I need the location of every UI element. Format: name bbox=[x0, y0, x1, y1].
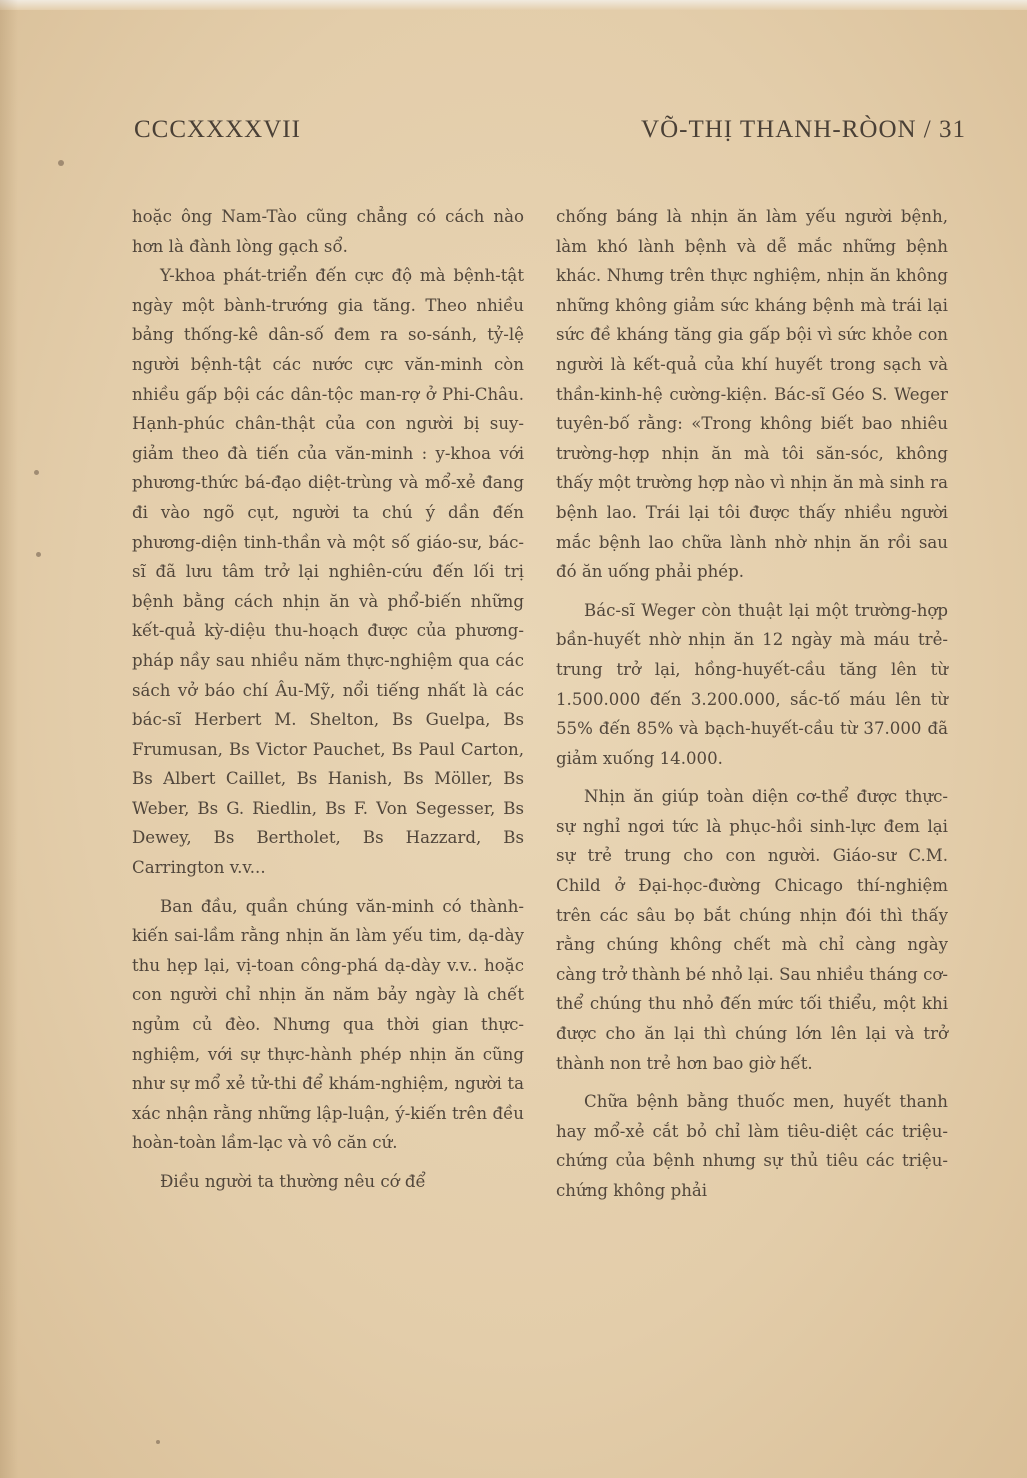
page-speck bbox=[156, 1440, 160, 1444]
page-binding-shadow bbox=[0, 0, 18, 1478]
paragraph: Chữa bệnh bằng thuốc men, huyết thanh hay mổ-xẻ cắt bỏ chỉ làm tiêu-diệt các triệu-chứng của bệnh nhưng sự thủ tiêu các triệu-chứng không phải bbox=[556, 1092, 948, 1200]
paragraph: Điều người ta thường nêu cớ để bbox=[160, 1172, 426, 1191]
page-top-edge bbox=[0, 0, 1027, 10]
page-folio: VÕ-THỊ THANH-RÒON / 31 bbox=[641, 116, 966, 143]
paragraph: Bác-sĩ Weger còn thuật lại một trường-hợp bần-huyết nhờ nhịn ăn 12 ngày mà máu trẻ-trung trở lại, hồng-huyết-cầu tăng lên từ 1.500.000 đến 3.200.000, sắc-tố máu lên từ 55% đến 85% và bạch-huyết-cầu từ 37.000 đã giảm xuống 14.000. bbox=[556, 600, 948, 768]
right-column bbox=[556, 202, 948, 1206]
page-speck bbox=[36, 552, 41, 557]
running-head: CCCXXXXVII bbox=[134, 116, 301, 143]
paragraph: Y-khoa phát-triển đến cực độ mà bệnh-tật ngày một bành-trướng gia tăng. Theo nhiều bảng thống-kê dân-số đem ra so-sánh, tỷ-lệ người bệnh-tật các nước cực văn-minh còn nhiều gấp bội các dân-tộc man-rợ ở Phi-Châu. Hạnh-phúc chân-thật của con người bị suy-giảm theo đà tiến của văn-minh : y-khoa với phương-thức bá-đạo diệt-trùng và mổ-xẻ đang đi vào ngõ cụt, người ta chú ý dần đến phương-diện tinh-thần và một số giáo-sư, bác-sĩ đã lưu tâm trở lại nghiên-cứu đến lối trị bệnh bằng cách nhịn ăn và phổ-biến những kết-quả kỳ-diệu thu-hoạch được của phương-pháp nầy sau nhiều năm thực-nghiệm qua các sách vở báo chí Âu-Mỹ, nổi tiếng nhất là các bác-sĩ Herbert M. Shelton, Bs Guelpa, Bs Frumusan, Bs Victor Pauchet, Bs Paul Carton, Bs Albert Caillet, Bs Hanish, Bs Möller, Bs Weber, Bs G. Riedlin, Bs F. Von Segesser, Bs Dewey, Bs Bertholet, Bs Hazzard, Bs Carrington v.v... bbox=[132, 266, 524, 878]
paragraph: chống báng là nhịn ăn làm yếu người bệnh, làm khó lành bệnh và dễ mắc những bệnh khác. Nhưng trên thực nghiệm, nhịn ăn không những không giảm sức kháng bệnh mà trái lại sức đề kháng tăng gia gấp bội vì sức khỏe con người là kết-quả của khí huyết trong sạch và thần-kinh-hệ cường-kiện. Bác-sĩ Géo S. Weger tuyên-bố rằng: «Trong không biết bao nhiêu trường-hợp nhịn ăn mà tôi săn-sóc, không thấy một trường hợp nào vì nhịn ăn mà sinh ra bệnh lao. Trái lại tôi được thấy nhiều người mắc bệnh lao chữa lành nhờ nhịn ăn rồi sau đó ăn uống phải phép. bbox=[556, 207, 948, 582]
page-speck bbox=[58, 160, 64, 166]
paragraph: Nhịn ăn giúp toàn diện cơ-thể được thực-sự nghỉ ngơi tức là phục-hồi sinh-lực đem lại sự trẻ trung cho con người. Giáo-sư C.M. Child ở Đại-học-đường Chicago thí-nghiệm trên các sâu bọ bắt chúng nhịn đói thì thấy rằng chúng không chết mà chỉ càng ngày càng trở thành bé nhỏ lại. Sau nhiều tháng cơ-thể chúng thu nhỏ đến mức tối thiểu, một khi được cho ăn lại thì chúng lớn lên lại và trở thành non trẻ hơn bao giờ hết. bbox=[556, 787, 948, 1073]
left-column bbox=[132, 202, 524, 1197]
paragraph: Ban đầu, quần chúng văn-minh có thành-kiến sai-lầm rằng nhịn ăn làm yếu tim, dạ-dày thu hẹp lại, vị-toan công-phá dạ-dày v.v.. hoặc con người chỉ nhịn ăn năm bảy ngày là chết ngủm củ đèo. Nhưng qua thời gian thực-nghiệm, với sự thực-hành phép nhịn ăn cũng như sự mổ xẻ tử-thi để khám-nghiệm, người ta xác nhận rằng những lập-luận, ý-kiến trên đều hoàn-toàn lầm-lạc và vô căn cứ. bbox=[132, 896, 524, 1153]
page-header bbox=[134, 116, 966, 152]
page-speck bbox=[34, 470, 39, 475]
paragraph: hoặc ông Nam-Tào cũng chẳng có cách nào hơn là đành lòng gạch sổ. bbox=[132, 207, 524, 256]
